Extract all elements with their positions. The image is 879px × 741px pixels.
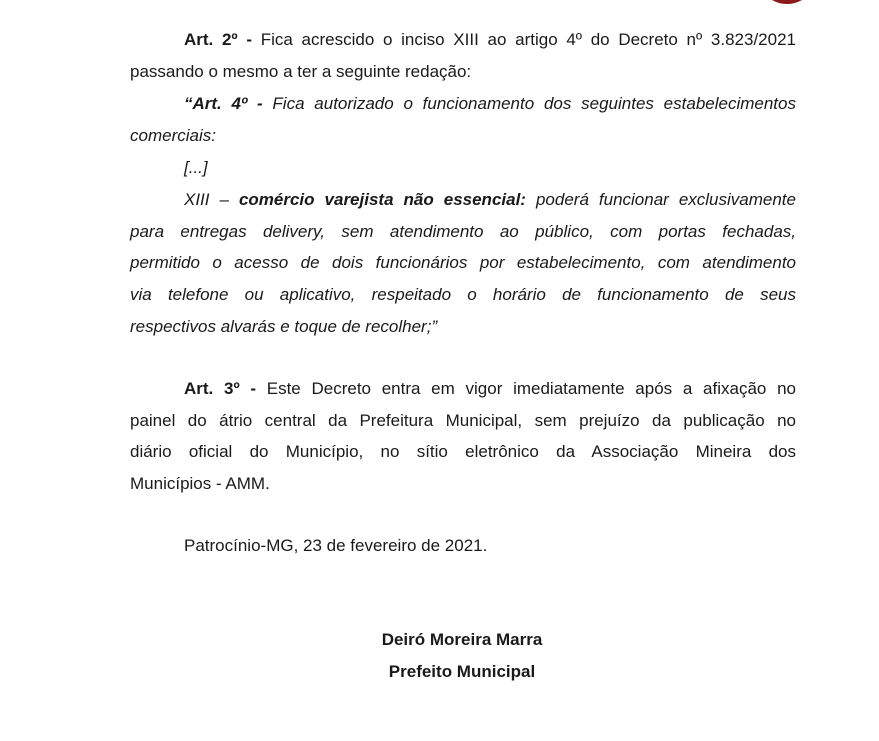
art2-label: Art. 2º - <box>184 30 253 49</box>
art2-text-line2: passando o mesmo a ter a seguinte redação: <box>130 62 472 81</box>
art3-text-line2: painel do átrio central da Prefeitura Municipal, sem prejuízo da publicação no <box>130 411 796 430</box>
inciso13-prefix: XIII – <box>184 190 239 209</box>
seal-fragment <box>757 0 817 4</box>
inciso13-line3: permitido o acesso de dois funcionários por estabelecimento, com atendimento <box>130 253 796 272</box>
art3-text-line3: diário oficial do Município, no sítio eletrônico da Associação Mineira dos <box>130 442 796 461</box>
inciso13-line4: via telefone ou aplicativo, respeitado o horário de funcionamento de seus <box>130 285 796 304</box>
signatory-title: Prefeito Municipal <box>388 662 536 681</box>
ellipsis: [...] <box>184 158 208 177</box>
place-date: Patrocínio-MG, 23 de fevereiro de 2021. <box>184 536 488 555</box>
art3-text-line1: Este Decreto entra em vigor imediatamente após a afixação no <box>256 379 796 398</box>
art3-label: Art. 3º - <box>184 379 257 398</box>
inciso13-line1 <box>184 189 796 211</box>
inciso13-line5: respectivos alvarás e toque de recolher;” <box>130 317 438 336</box>
art3-text-line4: Municípios - AMM. <box>130 474 270 493</box>
art4-label: “Art. 4º - <box>184 94 263 113</box>
art3-paragraph-line1 <box>184 378 796 400</box>
art4-text-line1: Fica autorizado o funcionamento dos seguintes estabelecimentos <box>262 94 796 113</box>
inciso13-text-line1: poderá funcionar exclusivamente <box>525 190 796 209</box>
signatory-name: Deiró Moreira Marra <box>381 630 543 649</box>
art2-text-line1: Fica acrescido o inciso XIII ao artigo 4º do Decreto nº 3.823/2021 <box>252 30 796 49</box>
inciso13-bold: comércio varejista não essencial: <box>238 190 526 209</box>
art2-paragraph-line1 <box>184 29 796 51</box>
inciso13-line2: para entregas delivery, sem atendimento ao público, com portas fechadas, <box>130 222 796 241</box>
art4-text-line2: comerciais: <box>130 126 216 145</box>
art4-paragraph-line1 <box>184 93 796 115</box>
